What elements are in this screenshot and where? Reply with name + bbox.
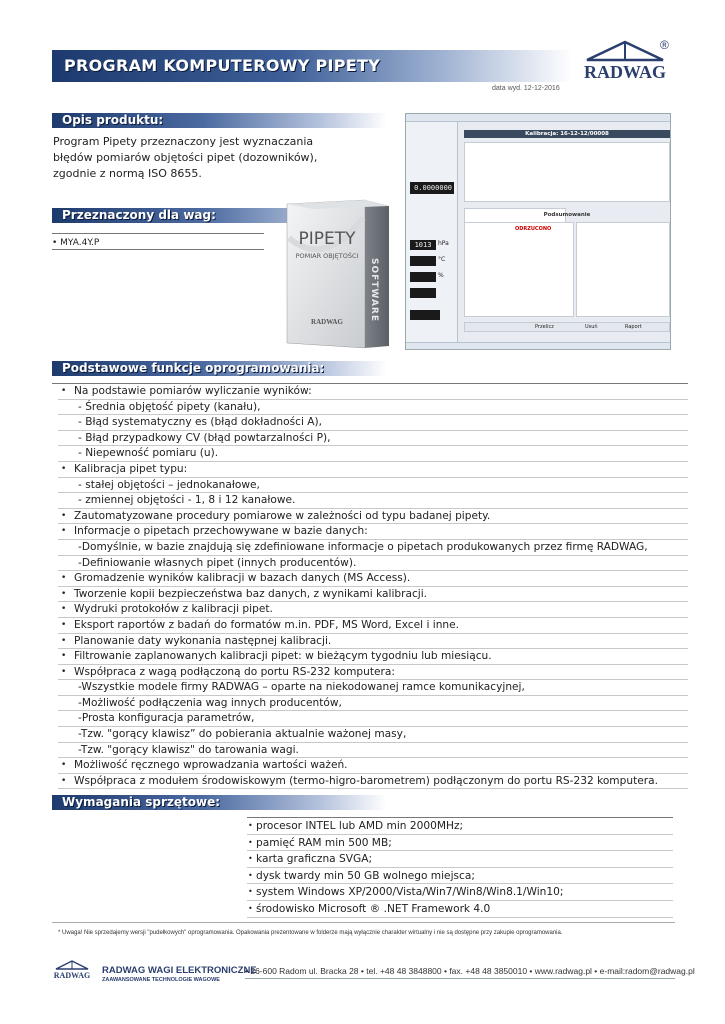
function-item [58,431,688,447]
title-banner [52,50,572,82]
function-item [58,602,688,618]
function-text: -Tzw. "gorący klawisz” do pobierania aktualnie ważonej masy, [78,728,407,741]
section-requirements-header [52,795,387,810]
requirement-text: karta graficzna SVGA; [256,853,373,866]
summary-title: Podsumowanie [543,212,591,218]
function-item [58,384,688,400]
registered-mark: ® [660,38,669,52]
function-item [58,540,688,556]
function-text: -Możliwość podłączenia wag innych producentów, [78,696,342,709]
bullet-icon: • [61,760,67,771]
function-text: Współpraca z modułem środowiskowym (termo-higro-barometrem) podłączonym do portu RS-232 komputera. [74,774,658,787]
logo-text: RADWAG [583,62,667,82]
humidity-unit: % [438,272,444,279]
requirement-item [247,851,673,868]
bullet-icon: • [248,870,253,880]
box-subtitle: POMIAR OBJĘTOŚCI [295,252,359,260]
bullet-icon: • [61,510,67,521]
requirements-list [247,818,673,918]
scale-model: MYA.4Y.P [60,238,100,248]
bullet-icon: • [248,903,253,913]
divider [52,922,675,923]
footer-tagline: ZAAWANSOWANE TECHNOLOGIE WAGOWE [102,977,220,983]
function-text: Eksport raportów z badań do formatów m.in. PDF, MS Word, Excel i inne. [74,618,460,631]
time-display [410,310,440,320]
screenshot-statusbar [406,342,671,350]
summary-right-panel [576,222,670,317]
function-item [58,727,688,743]
function-text: -Prosta konfiguracja parametrów, [78,712,255,725]
description-line: Program Pipety przeznaczony jest wyznaczania [53,135,314,148]
recalc-button[interactable]: Przelicz [535,324,554,330]
section-functions-header [52,361,387,376]
function-item [58,774,688,790]
bullet-icon: • [61,573,67,584]
requirement-text: środowisko Microsoft ® .NET Framework 4.0 [256,902,491,915]
box-logo: RADWAG [311,318,343,326]
footer-company-name: RADWAG WAGI ELEKTRONICZNE [102,965,257,976]
function-item [58,493,688,509]
section-title: Podstawowe funkcje oprogramowania: [62,361,325,375]
bullet-icon: • [248,854,253,864]
weight-display: 0.0000000 [410,182,454,194]
description-line: zgodnie z normą ISO 8655. [53,167,202,180]
issue-date: data wyd. 12-12-2016 [492,85,560,92]
bullet-icon: • [61,386,67,396]
requirement-item [247,901,673,918]
function-item [58,446,688,462]
function-text: -Definiowanie własnych pipet (innych producentów). [78,556,357,569]
function-text: Tworzenie kopii bezpieczeństwa baz danych, z wynikami kalibracji. [74,587,428,600]
section-title: Opis produktu: [62,113,164,127]
temp2-display [410,288,436,298]
bullet-icon: • [61,619,67,630]
function-item [58,400,688,416]
bullet-icon: • [61,666,67,677]
product-description [53,134,353,182]
function-item [58,524,688,540]
section-description-header [52,113,387,128]
function-item [58,587,688,603]
bullet-icon: • [61,775,67,786]
function-text: Wydruki protokołów z kalibracji pipet. [74,603,273,616]
functions-list [58,384,688,789]
humidity-display [410,272,436,282]
scale-model-item: • MYA.4Y.P [52,238,100,248]
function-item [58,711,688,727]
function-item [58,743,688,759]
section-title: Przeznaczony dla wag: [62,208,216,222]
software-box-image [285,198,391,353]
divider [52,249,264,250]
requirement-item [247,884,673,901]
function-item [58,634,688,650]
function-text: -Wszystkie modele firmy RADWAG – oparte na niekodowanej ramce komunikacyjnej, [78,681,525,694]
temp-unit: °C [438,256,446,263]
function-item [58,509,688,525]
summary-panel [464,222,574,317]
function-text: - Niepewność pomiaru (u). [78,447,219,460]
function-item [58,462,688,478]
function-text: Na podstawie pomiarów wyliczanie wyników: [74,385,312,397]
function-text: - Błąd systematyczny es (błąd dokładności A), [78,416,323,429]
bullet-icon: • [61,463,67,474]
function-item [58,571,688,587]
bullet-icon: • [248,887,253,897]
footer-divider [245,978,675,979]
pressure-display: 1013 [410,240,436,250]
box-side-text: SOFTWARE [369,258,379,322]
bullet-icon: • [61,526,67,537]
function-item [58,758,688,774]
footer-contact: • 26-600 Radom ul. Bracka 28 • tel. +48 48 3848800 • fax. +48 48 3850010 • www.radwag.pl • e-mail:radom@radwag.pl [245,966,695,976]
status-rejected: ODRZUCONO [515,226,552,232]
report-button[interactable]: Raport [625,324,642,330]
function-text: Współpraca z wagą podłączoną do portu RS-232 komputera: [74,665,395,678]
bullet-icon: • [248,837,253,847]
calibration-header: Kalibracja: 16-12-12/00008 [464,130,670,138]
function-text: - Błąd przypadkowy CV (błąd powtarzalności P), [78,431,331,444]
screenshot-toolbar [464,322,670,332]
function-item [58,556,688,572]
function-text: -Domyślnie, w bazie znajdują się zdefiniowane informacje o pipetach produkowanych przez firmę RADWAG, [78,540,648,553]
section-title: Wymagania sprzętowe: [62,795,221,809]
delete-button[interactable]: Usuń [585,324,598,330]
bullet-icon: • [61,635,67,646]
function-text: Filtrowanie zaplanowanych kalibracji pipet: w bieżącym tygodniu lub miesiącu. [74,650,492,663]
description-line: błędów pomiarów objętości pipet (dozowników), [53,151,318,164]
screenshot-sidebar [406,122,458,350]
function-item [58,478,688,494]
requirement-text: dysk twardy min 50 GB wolnego miejsca; [256,869,475,882]
requirement-item [247,835,673,852]
requirement-text: pamięć RAM min 500 MB; [256,836,392,849]
requirement-text: procesor INTEL lub AMD min 2000MHz; [256,820,464,832]
pressure-unit: hPa [438,240,449,247]
function-text: -Tzw. "gorący klawisz" do tarowania wagi. [78,743,299,756]
temp-display [410,256,436,266]
function-item [58,415,688,431]
function-text: Zautomatyzowane procedury pomiarowe w zależności od typu badanej pipety. [74,509,491,522]
function-item [58,649,688,665]
function-item [58,680,688,696]
requirement-item [247,818,673,835]
bullet-icon: • [248,821,253,830]
bullet-icon: • [61,588,67,599]
function-item [58,696,688,712]
page-title: PROGRAM KOMPUTEROWY PIPETY [64,56,381,75]
function-text: - stałej objętości – jednokanałowe, [78,478,260,491]
footer-logo-text: RADWAG [53,971,91,980]
function-text: - zmiennej objętości - 1, 8 i 12 kanałowe. [78,494,296,507]
divider [52,233,264,234]
results-table [464,142,670,202]
requirement-text: system Windows XP/2000/Vista/Win7/Win8/Win8.1/Win10; [256,886,564,899]
requirement-item [247,868,673,885]
bullet-icon: • [61,604,67,615]
bullet-icon: • [61,651,67,662]
function-text: Planowanie daty wykonania następnej kalibracji. [74,634,332,647]
function-item [58,665,688,681]
window-titlebar [406,114,671,122]
footnote: * Uwaga! Nie sprzedajemy wersji "pudełkowych" oprogramowania. Opakowania prezentowane w folderze mają wyłącznie charakter wirtualny i nie są dostępne przy zakupie oprogramowania. [58,930,563,936]
function-item [58,618,688,634]
function-text: Możliwość ręcznego wprowadzania wartości ważeń. [74,759,348,772]
box-title: PIPETY [298,229,356,249]
function-text: Informacje o pipetach przechowywane w bazie danych: [74,525,368,538]
footer-logo [52,960,92,980]
function-text: Gromadzenie wyników kalibracji w bazach danych (MS Access). [74,572,411,585]
function-text: Kalibracja pipet typu: [74,462,188,475]
app-screenshot [405,113,671,350]
function-text: - Średnia objętość pipety (kanału), [78,400,261,413]
